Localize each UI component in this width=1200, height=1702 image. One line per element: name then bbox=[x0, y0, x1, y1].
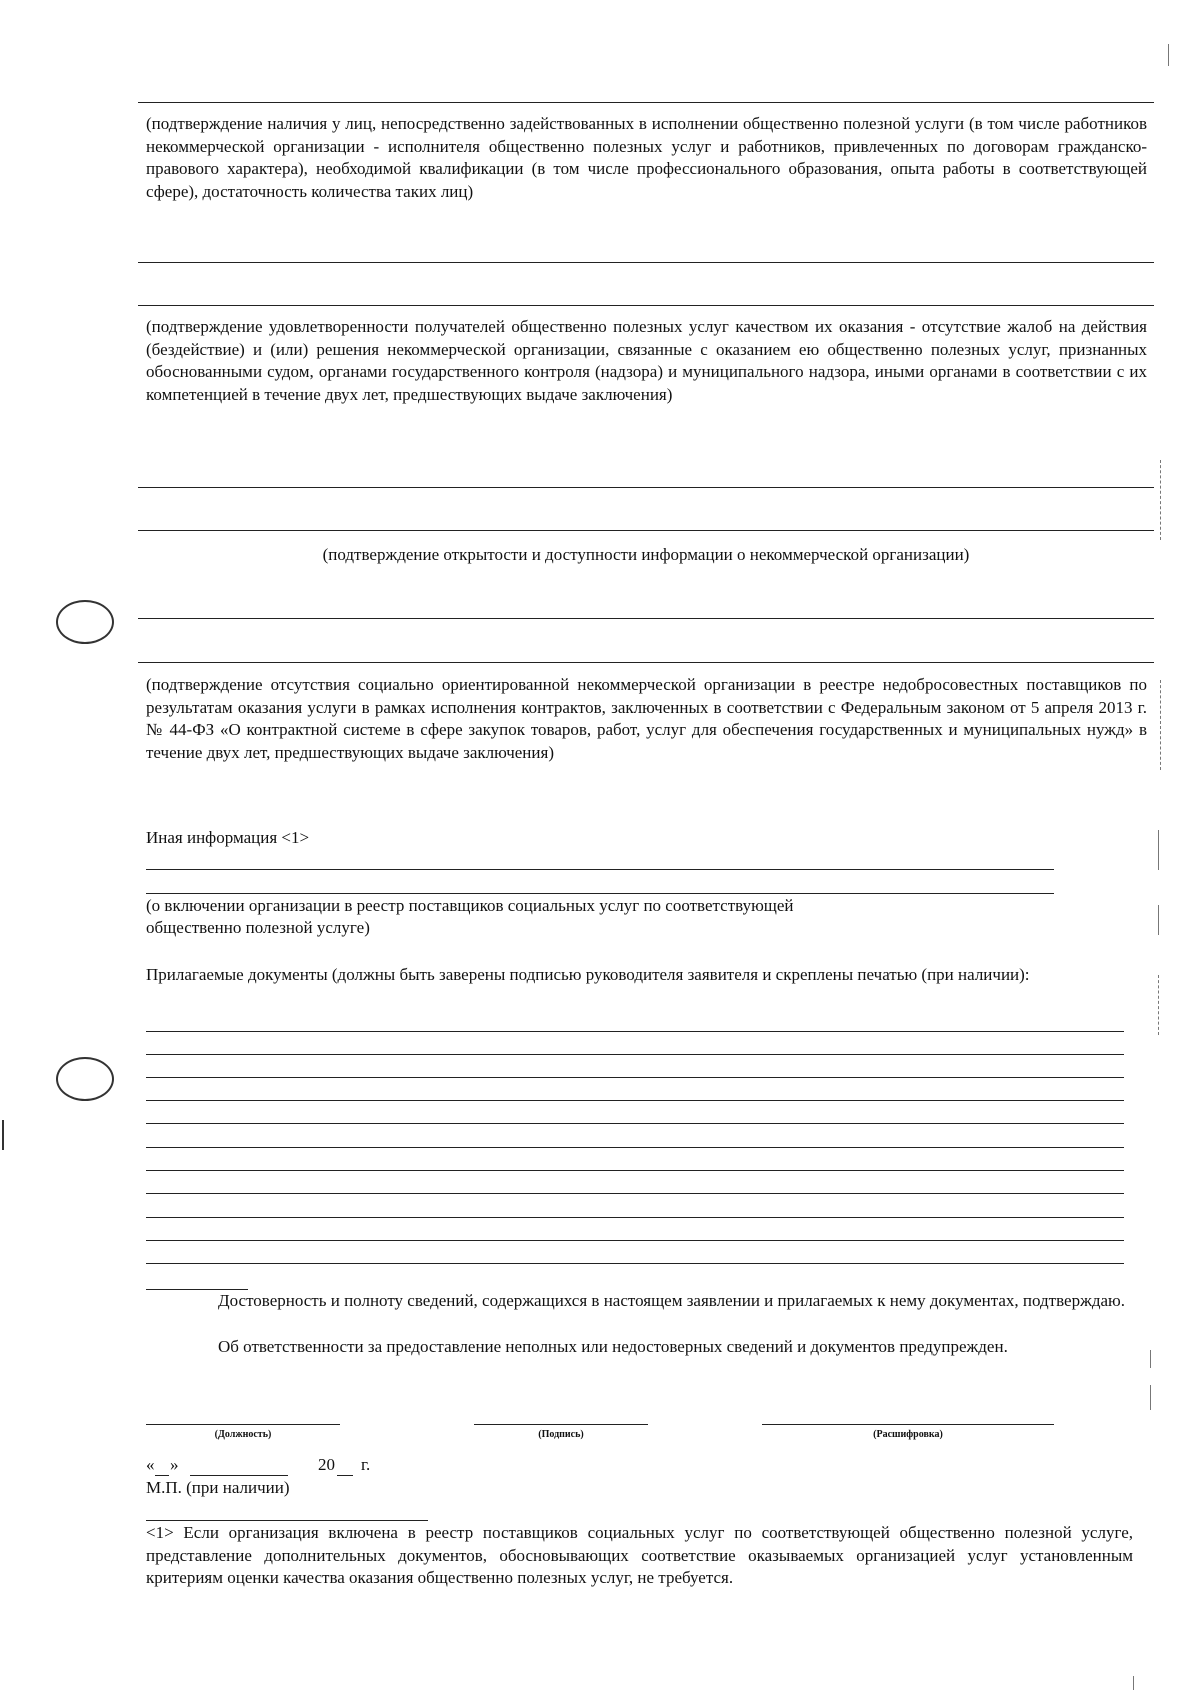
signature-line[interactable] bbox=[474, 1424, 648, 1425]
date-row bbox=[146, 1454, 466, 1478]
punch-hole-top bbox=[56, 600, 114, 644]
openness-caption: (подтверждение открытости и доступности информации о некоммерческой организации) bbox=[322, 545, 970, 564]
scan-edge-mark bbox=[1150, 1385, 1151, 1410]
scan-edge-mark bbox=[1158, 830, 1159, 870]
qualification-caption: (подтверждение наличия у лиц, непосредственно задействованных в исполнении общественно полезной услуги (в том числе работников некоммерческой организации - исполнителя общественно полезных услуг и работников, привлеченных по договорам гражданско-правового характера), необходимой квалификации (в том числе профессионального образования, опыта работы в соответствующей сфере), достаточность количества таких лиц) bbox=[146, 114, 1147, 201]
attached-doc-line[interactable] bbox=[146, 1263, 1124, 1264]
attached-doc-line[interactable] bbox=[146, 1031, 1124, 1032]
other-info-caption bbox=[146, 895, 794, 939]
scan-edge-mark bbox=[1158, 975, 1159, 1035]
fill-line[interactable] bbox=[138, 662, 1154, 663]
responsibility-text: Об ответственности за предоставление неполных или недостоверных сведений и документов предупрежден. bbox=[218, 1337, 1008, 1356]
other-info-caption-line2: общественно полезной услуге) bbox=[146, 918, 370, 937]
date-open-quote: « bbox=[146, 1455, 155, 1474]
attached-docs-label: Прилагаемые документы (должны быть заверены подписью руководителя заявителя и скреплены печатью (при наличии): bbox=[146, 965, 1030, 984]
other-info-label: Иная информация <1> bbox=[146, 828, 310, 847]
attached-doc-line[interactable] bbox=[146, 1147, 1124, 1148]
attached-doc-line[interactable] bbox=[146, 1077, 1124, 1078]
year-suffix: г. bbox=[361, 1455, 371, 1474]
year-prefix: 20 bbox=[318, 1455, 335, 1474]
scan-edge-mark bbox=[1160, 680, 1161, 770]
scan-edge-mark bbox=[1160, 460, 1161, 540]
scan-edge-mark bbox=[1150, 1350, 1151, 1368]
day-field[interactable] bbox=[155, 1475, 169, 1476]
attached-doc-line[interactable] bbox=[146, 1100, 1124, 1101]
attached-doc-line[interactable] bbox=[146, 1240, 1124, 1241]
fill-line[interactable] bbox=[138, 262, 1154, 263]
position-line[interactable] bbox=[146, 1424, 340, 1425]
satisfaction-caption: (подтверждение удовлетворенности получателей общественно полезных услуг качеством их оказания - отсутствие жалоб на действия (бездействие) и (или) решения некоммерческой организации, связанные с оказанием ею общественно полезных услуг, признанных обоснованными судом, органами государственного контроля (надзора) и муниципального надзора, иными органами в соответствии с их компетенцией в течение двух лет, предшествующих выдаче заключения) bbox=[146, 317, 1147, 404]
register-caption: (подтверждение отсутствия социально ориентированной некоммерческой организации в реестре недобросовестных поставщиков по результатам оказания услуги в рамках исполнения контрактов, заключенных в соответствии с Федеральным законом от 5 апреля 2013 г. № 44-ФЗ «О контрактной системе в сфере закупок товаров, работ, услуг для обеспечения государственных и муниципальных нужд» в течение двух лет, предшествующих выдаче заключения) bbox=[146, 675, 1147, 762]
fill-line[interactable] bbox=[138, 305, 1154, 306]
signature-label: (Подпись) bbox=[538, 1429, 584, 1440]
other-info-caption-line1: (о включении организации в реестр поставщиков социальных услуг по соответствующей bbox=[146, 896, 794, 915]
fill-line[interactable] bbox=[138, 530, 1154, 531]
fill-line[interactable] bbox=[146, 869, 1054, 870]
fill-line[interactable] bbox=[146, 893, 1054, 894]
stamp-label: М.П. (при наличии) bbox=[146, 1478, 290, 1497]
attached-doc-line[interactable] bbox=[146, 1170, 1124, 1171]
footnote: <1> Если организация включена в реестр поставщиков социальных услуг по соответствующей общественно полезной услуге, представление дополнительных документов, обосновывающих соответствие оказываемых организацией услуг установленным критериям оценки качества оказания общественно полезных услуг, не требуется. bbox=[146, 1523, 1133, 1587]
attached-doc-line[interactable] bbox=[146, 1123, 1124, 1124]
year-field[interactable] bbox=[337, 1475, 353, 1476]
scan-edge-mark bbox=[1133, 1676, 1134, 1690]
fill-line[interactable] bbox=[138, 618, 1154, 619]
scan-edge-mark bbox=[1158, 905, 1159, 935]
date-close-quote: » bbox=[170, 1455, 179, 1474]
confirm-text: Достоверность и полноту сведений, содержащихся в настоящем заявлении и прилагаемых к нему документах, подтверждаю. bbox=[218, 1291, 1125, 1310]
attached-doc-line[interactable] bbox=[146, 1217, 1124, 1218]
footnote-separator bbox=[146, 1520, 428, 1521]
punch-hole-bottom bbox=[56, 1057, 114, 1101]
decoding-line[interactable] bbox=[762, 1424, 1054, 1425]
scan-edge-mark bbox=[1168, 44, 1169, 66]
attached-doc-line[interactable] bbox=[146, 1054, 1124, 1055]
attached-doc-line[interactable] bbox=[146, 1193, 1124, 1194]
position-label: (Должность) bbox=[214, 1429, 272, 1440]
scan-edge-mark bbox=[2, 1120, 4, 1150]
fill-line[interactable] bbox=[138, 102, 1154, 103]
fill-line[interactable] bbox=[138, 487, 1154, 488]
month-field[interactable] bbox=[190, 1475, 288, 1476]
decoding-label: (Расшифровка) bbox=[873, 1429, 943, 1440]
